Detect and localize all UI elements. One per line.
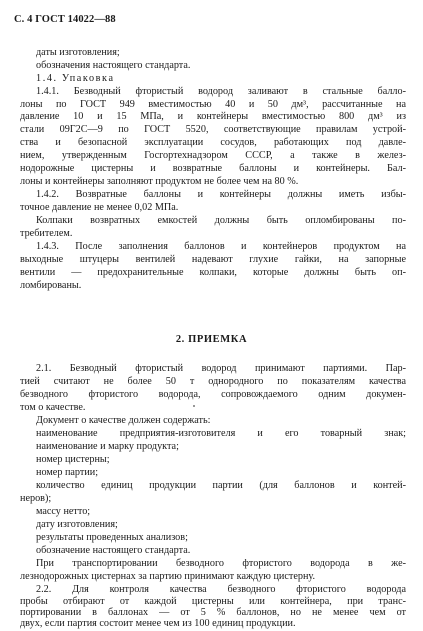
text-line: массу нетто;: [36, 506, 91, 517]
text-line: 1.4.2. Возвратные баллоны и контейнеры должны иметь избы-: [36, 189, 406, 200]
text-line: выходные штуцеры вентилей надевают глухие гайки, на запорные: [20, 254, 406, 265]
text-line: неров);: [20, 493, 52, 504]
text-line: лезнодорожных цистернах за партию принимают каждую цистерну.: [20, 571, 316, 582]
text-line: 1.4.3. После заполнения баллонов и контейнеров продуктом на: [36, 241, 406, 252]
text-line: наименование и марку продукта;: [36, 441, 179, 452]
text-line: тией считают не более 50 т однородного по показателям качества: [20, 376, 406, 387]
text-line: портировании в баллонах — от 5 % баллонов, но не менее чем от: [20, 607, 406, 618]
text-line: ства и безопасной эксплуатации сосудов, работающих под давле-: [20, 137, 406, 148]
text-line: давление 10 и 15 МПа, и контейнеры вместимостью 800 дм³ из: [20, 111, 406, 122]
text-line: 2.1. Безводный фтористый водород принимают партиями. Пар-: [36, 363, 406, 374]
text-line: 1.4.1. Безводный фтористый водород заливают в стальные балло-: [36, 86, 406, 97]
text-line: безводного фтористого водорода, сопровождаемого одним докумен-: [20, 389, 406, 400]
text-line: двух, если партия состоит менее чем из 100 единиц продукции.: [20, 618, 296, 629]
section-heading: 2. ПРИЕМКА: [175, 334, 248, 345]
text-line: лоны и контейнеры заполняют продуктом не более чем на 80 %.: [20, 176, 299, 187]
text-line: ломбированы.: [20, 280, 82, 291]
text-line: требителем.: [20, 228, 73, 239]
text-line: точное давление не менее 0,02 МПа.: [20, 202, 179, 213]
text-line: обозначение настоящего стандарта.: [36, 545, 191, 556]
text-line: дату изготовления;: [36, 519, 118, 530]
text-line: том о качестве.: [20, 402, 86, 413]
text-line: наименование предприятия-изготовителя и его товарный знак;: [36, 428, 406, 439]
text-line: результаты проведенных анализов;: [36, 532, 188, 543]
text-line: количество единиц продукции партии (для баллонов и контей-: [36, 480, 406, 491]
text-line: стали 09Г2С—9 по ГОСТ 5520, соответствующие правилам устрой-: [20, 124, 406, 135]
text-line: номер партии;: [36, 467, 99, 478]
subsection-heading: 1.4. Упаковка: [36, 73, 115, 84]
text-line: номер цистерны;: [36, 454, 110, 465]
text-line: даты изготовления;: [36, 47, 120, 58]
text-line: нием, утвержденным Госгортехнадзором СССР, а также в желез-: [20, 150, 406, 161]
text-line: вентили — предохранительные колпаки, которые должны быть оп-: [20, 267, 406, 278]
text-line: пробы отбирают от каждой цистерны или контейнера, при транс-: [20, 596, 406, 607]
text-line: нодорожные цистерны и возвратные баллоны и контейнеры. Бал-: [20, 163, 406, 174]
text-line: обозначения настоящего стандарта.: [36, 60, 191, 71]
text-line: 2.2. Для контроля качества безводного фтористого водорода: [36, 584, 406, 595]
text-line: При транспортировании безводного фтористого водорода в же-: [36, 558, 406, 569]
text-line: лоны по ГОСТ 949 вместимостью 40 и 50 дм³, рассчитанные на: [20, 99, 406, 110]
text-line: Документ о качестве должен содержать:: [36, 415, 211, 426]
page-header: С. 4 ГОСТ 14022—88: [14, 14, 116, 25]
text-line: Колпаки возвратных емкостей должны быть опломбированы по-: [36, 215, 406, 226]
